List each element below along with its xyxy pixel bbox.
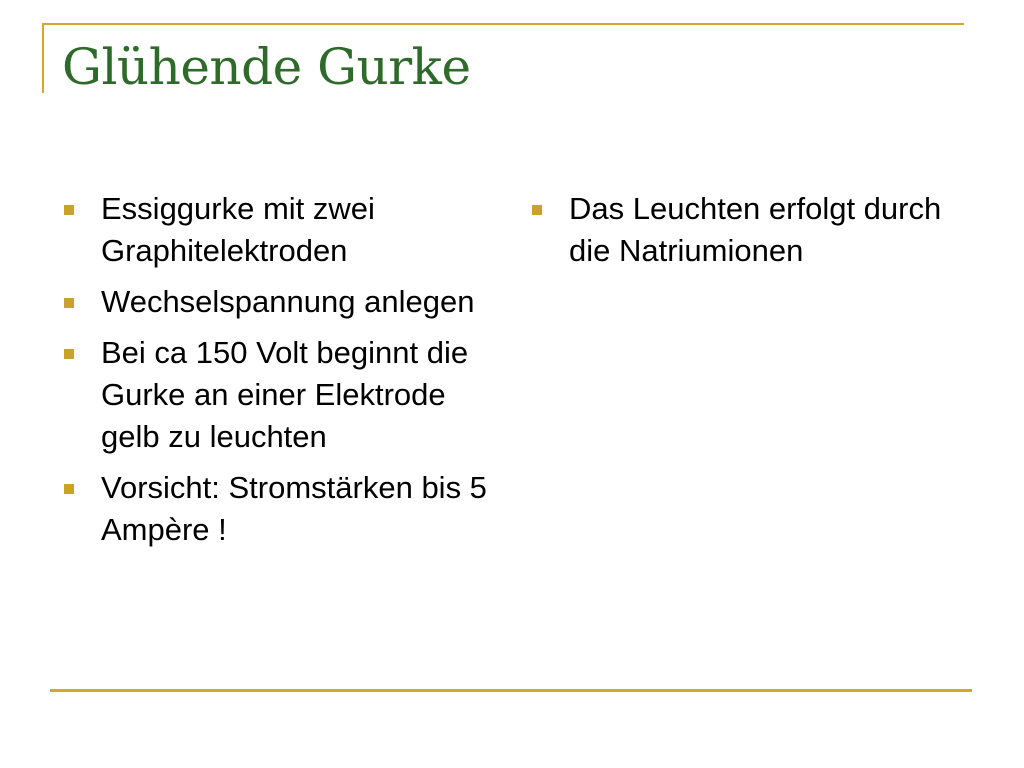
bullet-text: Vorsicht: Stromstärken bis 5 Ampère ! (101, 470, 487, 547)
bullet-item (62, 467, 492, 551)
right-bullet-list (530, 188, 970, 281)
square-bullet-icon (532, 205, 542, 215)
bullet-text: Essiggurke mit zwei Graphitelektroden (101, 191, 375, 268)
left-border-line (42, 23, 44, 93)
square-bullet-icon (64, 298, 74, 308)
bullet-item (62, 332, 492, 458)
bullet-item (62, 281, 492, 323)
bullet-text: Das Leuchten erfolgt durch die Natriumionen (569, 191, 942, 268)
slide-title: Glühende Gurke (62, 38, 471, 96)
bullet-text: Wechselspannung anlegen (101, 284, 475, 319)
bottom-divider-line (50, 689, 972, 692)
bullet-item (530, 188, 970, 272)
bullet-text: Bei ca 150 Volt beginnt die Gurke an einer Elektrode gelb zu leuchten (101, 335, 469, 454)
square-bullet-icon (64, 484, 74, 494)
square-bullet-icon (64, 205, 74, 215)
bullet-item (62, 188, 492, 272)
square-bullet-icon (64, 349, 74, 359)
top-border-line (44, 23, 964, 25)
left-bullet-list (62, 188, 492, 560)
